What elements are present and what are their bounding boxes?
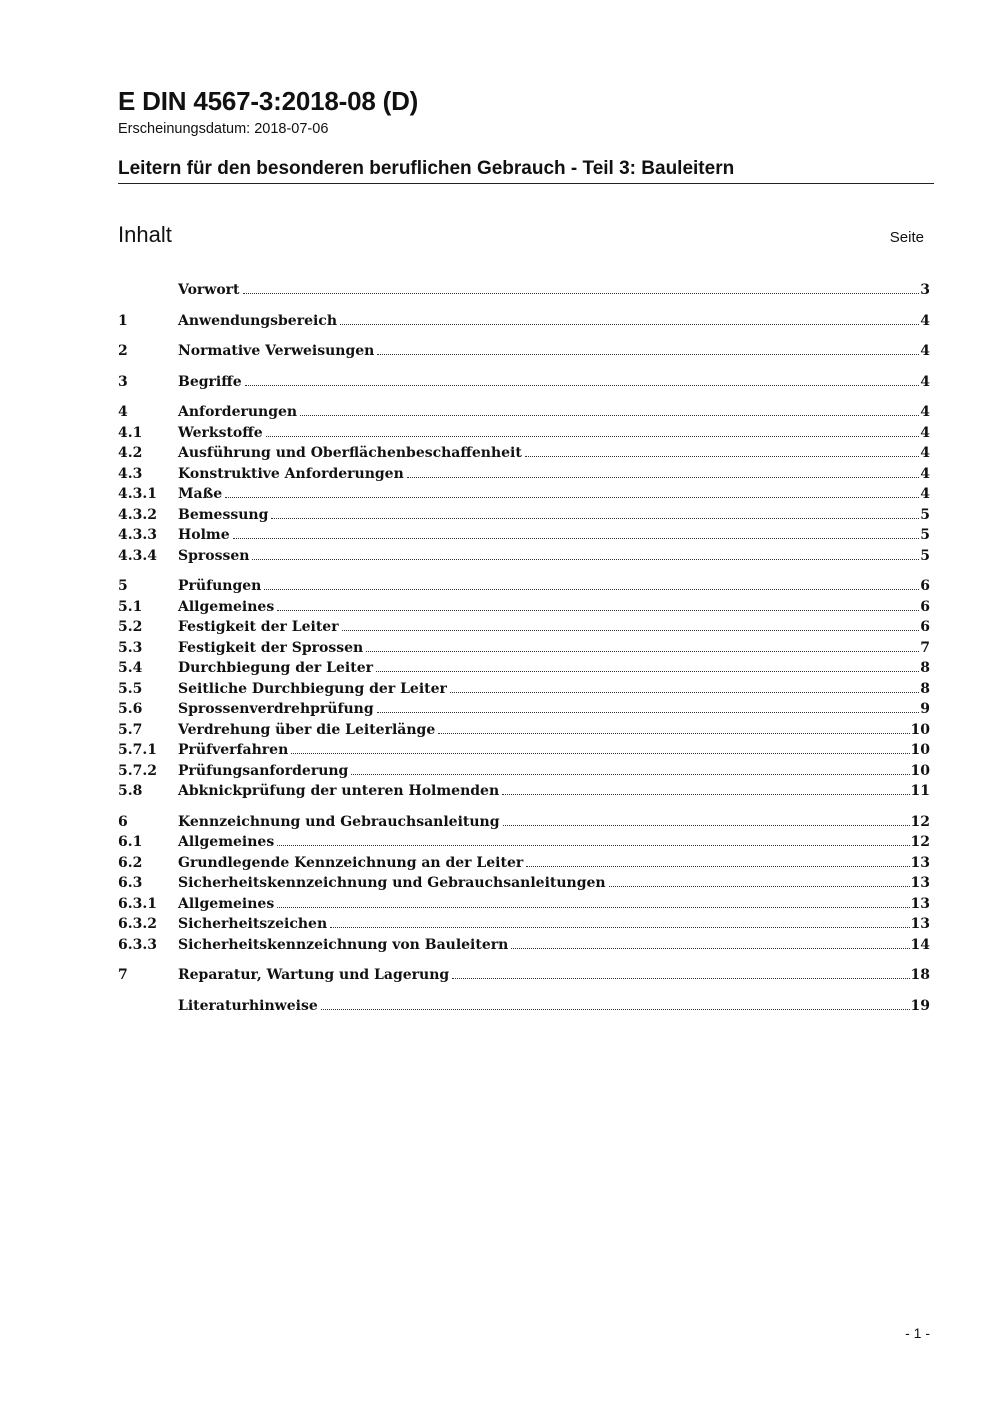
toc-entry-label: Sprossen — [178, 547, 250, 564]
toc-entry[interactable] — [118, 423, 930, 444]
toc-entry[interactable] — [118, 638, 930, 659]
toc-entry-number: 5.7.1 — [118, 742, 157, 758]
toc-entry-label: Abknickprüfung der unteren Holmenden — [178, 783, 500, 799]
toc-entry-label: Normative Verweisungen — [178, 343, 375, 359]
toc-leader-dots — [377, 712, 920, 713]
toc-leader-dots — [264, 589, 919, 590]
toc-entry-page: 7 — [920, 639, 930, 656]
toc-leader-dots — [225, 497, 919, 498]
toc-entry-label: Literaturhinweise — [178, 997, 318, 1014]
toc-entry-page: 14 — [910, 936, 930, 953]
toc-leader-dots — [450, 692, 919, 693]
toc-leader-dots — [351, 774, 909, 775]
toc-entry-number: 5.8 — [118, 783, 143, 799]
toc-entry-page: 5 — [920, 527, 930, 543]
toc-entry-label: Begriffe — [178, 373, 242, 390]
toc-entry-label: Bemessung — [178, 506, 269, 523]
toc-entry-number: 4 — [118, 404, 128, 420]
toc-entry[interactable] — [118, 761, 930, 782]
toc-entry-page: 13 — [910, 875, 930, 891]
toc-entry-page: 3 — [920, 282, 930, 298]
toc-entry-number: 3 — [118, 373, 128, 390]
toc-entry-label: Sprossenverdrehprüfung — [178, 701, 374, 717]
toc-entry[interactable] — [118, 853, 930, 874]
toc-entry-number: 5.7.2 — [118, 762, 157, 779]
toc-entry[interactable] — [118, 914, 930, 935]
toc-entry[interactable] — [118, 935, 930, 956]
toc-entry-label: Holme — [178, 527, 230, 543]
toc-entry-page: 6 — [920, 619, 930, 635]
toc-entry[interactable] — [118, 576, 930, 597]
toc-entry-number: 6.3 — [118, 875, 143, 891]
toc-entry[interactable] — [118, 280, 930, 301]
toc-entry-page: 13 — [910, 895, 930, 912]
document-subtitle: Leitern für den besonderen beruflichen Gebrauch - Teil 3: Bauleitern — [118, 158, 735, 179]
toc-entry-page: 4 — [920, 445, 930, 461]
toc-leader-dots — [245, 385, 920, 386]
toc-entry-page: 12 — [910, 834, 930, 850]
toc-entry-number: 5.2 — [118, 619, 143, 635]
toc-entry[interactable] — [118, 812, 930, 833]
toc-entry[interactable] — [118, 525, 930, 546]
toc-entry-number: 5.1 — [118, 598, 143, 615]
header-divider — [118, 183, 934, 184]
toc-entry-page: 4 — [920, 465, 930, 482]
toc-entry-page: 4 — [920, 312, 930, 329]
toc-entry[interactable] — [118, 443, 930, 464]
toc-entry[interactable] — [118, 740, 930, 761]
toc-entry[interactable] — [118, 617, 930, 638]
toc-entry-number: 4.1 — [118, 424, 143, 441]
toc-entry-page: 11 — [910, 783, 930, 799]
toc-entry-number: 5.3 — [118, 639, 143, 656]
toc-leader-dots — [291, 753, 909, 754]
toc-entry-number: 6.3.1 — [118, 895, 157, 912]
table-of-contents — [118, 280, 930, 1016]
toc-entry[interactable] — [118, 402, 930, 423]
toc-leader-dots — [525, 456, 919, 457]
toc-entry-number: 5 — [118, 578, 128, 594]
toc-leader-dots — [271, 518, 919, 519]
toc-entry-page: 5 — [920, 547, 930, 564]
toc-leader-dots — [376, 671, 919, 672]
toc-entry-label: Festigkeit der Leiter — [178, 619, 339, 635]
toc-entry-label: Allgemeines — [178, 895, 275, 912]
toc-entry-label: Festigkeit der Sprossen — [178, 639, 364, 656]
toc-entry[interactable] — [118, 484, 930, 505]
toc-entry-page: 4 — [920, 373, 930, 390]
toc-entry-page: 4 — [920, 486, 930, 502]
toc-leader-dots — [330, 927, 909, 928]
toc-entry-page: 12 — [910, 813, 930, 830]
toc-entry-page: 4 — [920, 404, 930, 420]
toc-leader-dots — [526, 866, 909, 867]
toc-entry-label: Grundlegende Kennzeichnung an der Leiter — [178, 854, 524, 871]
toc-entry[interactable] — [118, 873, 930, 894]
toc-entry-page: 6 — [920, 598, 930, 615]
toc-leader-dots — [502, 794, 909, 795]
toc-entry-label: Sicherheitskennzeichnung und Gebrauchsanleitungen — [178, 875, 606, 891]
toc-entry-label: Sicherheitskennzeichnung von Bauleitern — [178, 936, 509, 953]
toc-entry-number: 4.2 — [118, 445, 143, 461]
toc-leader-dots — [438, 733, 909, 734]
toc-entry-number: 5.5 — [118, 680, 143, 697]
toc-entry-label: Maße — [178, 486, 223, 502]
toc-leader-dots — [342, 630, 920, 631]
toc-leader-dots — [340, 324, 919, 325]
toc-entry-label: Prüfverfahren — [178, 742, 289, 758]
toc-leader-dots — [277, 907, 909, 908]
toc-entry-number: 5.4 — [118, 660, 143, 676]
toc-leader-dots — [321, 1009, 910, 1010]
toc-entry[interactable] — [118, 720, 930, 741]
toc-entry[interactable] — [118, 372, 930, 393]
toc-entry-number: 6.2 — [118, 854, 143, 871]
toc-entry-number: 4.3.4 — [118, 547, 157, 564]
toc-leader-dots — [252, 559, 919, 560]
toc-entry-number: 7 — [118, 967, 128, 983]
toc-entry-number: 2 — [118, 343, 128, 359]
toc-entry[interactable] — [118, 679, 930, 700]
toc-entry-number: 6.1 — [118, 834, 143, 850]
toc-leader-dots — [277, 845, 909, 846]
toc-entry-number: 5.6 — [118, 701, 143, 717]
toc-entry-page: 13 — [910, 916, 930, 932]
toc-entry-label: Kennzeichnung und Gebrauchsanleitung — [178, 813, 500, 830]
toc-entry-page: 4 — [920, 424, 930, 441]
toc-leader-dots — [452, 978, 909, 979]
toc-entry-label: Durchbiegung der Leiter — [178, 660, 373, 676]
toc-entry[interactable] — [118, 546, 930, 567]
toc-entry-label: Prüfungen — [178, 578, 262, 594]
toc-entry-label: Ausführung und Oberflächenbeschaffenheit — [178, 445, 522, 461]
toc-entry-page: 10 — [910, 762, 930, 779]
toc-leader-dots — [233, 538, 920, 539]
publication-date: Erscheinungsdatum: 2018-07-06 — [118, 121, 329, 137]
toc-entry-label: Anwendungsbereich — [178, 312, 337, 329]
toc-entry-label: Verdrehung über die Leiterlänge — [178, 721, 436, 738]
toc-entry-number: 5.7 — [118, 721, 143, 738]
toc-entry-label: Anforderungen — [178, 404, 298, 420]
toc-entry-page: 5 — [920, 506, 930, 523]
toc-entry-number: 4.3 — [118, 465, 143, 482]
document-title: E DIN 4567-3:2018-08 (D) — [118, 86, 419, 116]
toc-entry[interactable] — [118, 894, 930, 915]
toc-entry[interactable] — [118, 658, 930, 679]
toc-entry-page: 4 — [920, 343, 930, 359]
toc-entry[interactable] — [118, 505, 930, 526]
toc-leader-dots — [243, 293, 920, 294]
toc-leader-dots — [266, 436, 920, 437]
toc-page-column-label: Seite — [889, 229, 924, 246]
toc-entry-label: Prüfungsanforderung — [178, 762, 349, 779]
toc-leader-dots — [609, 886, 910, 887]
toc-entry-label: Allgemeines — [178, 598, 275, 615]
toc-leader-dots — [407, 477, 919, 478]
toc-entry-label: Vorwort — [178, 282, 240, 298]
toc-entry[interactable] — [118, 781, 930, 802]
toc-leader-dots — [377, 354, 919, 355]
toc-entry-label: Reparatur, Wartung und Lagerung — [178, 967, 450, 983]
toc-entry-label: Werkstoffe — [178, 424, 263, 441]
toc-entry-label: Allgemeines — [178, 834, 275, 850]
toc-entry-number: 1 — [118, 312, 128, 329]
toc-entry-page: 8 — [920, 660, 930, 676]
toc-entry-label: Konstruktive Anforderungen — [178, 465, 404, 482]
toc-entry[interactable] — [118, 341, 930, 362]
toc-entry[interactable] — [118, 464, 930, 485]
toc-entry-label: Sicherheitszeichen — [178, 916, 328, 932]
toc-entry[interactable] — [118, 996, 930, 1017]
toc-entry-page: 13 — [910, 854, 930, 871]
toc-entry-number: 6.3.2 — [118, 916, 157, 932]
toc-entry[interactable] — [118, 699, 930, 720]
toc-entry-page: 10 — [910, 721, 930, 738]
toc-entry-page: 18 — [910, 967, 930, 983]
toc-entry-number: 4.3.1 — [118, 486, 157, 502]
toc-leader-dots — [503, 825, 910, 826]
toc-entry[interactable] — [118, 832, 930, 853]
toc-entry-page: 9 — [920, 701, 930, 717]
toc-entry[interactable] — [118, 597, 930, 618]
toc-entry-page: 19 — [910, 997, 930, 1014]
page-number: - 1 - — [905, 1325, 930, 1341]
toc-entry-page: 10 — [910, 742, 930, 758]
toc-entry-page: 6 — [920, 578, 930, 594]
toc-heading: Inhalt — [118, 222, 172, 247]
toc-leader-dots — [366, 651, 919, 652]
toc-entry-number: 4.3.3 — [118, 527, 157, 543]
toc-entry-label: Seitliche Durchbiegung der Leiter — [178, 680, 447, 697]
toc-entry-number: 6.3.3 — [118, 936, 157, 953]
toc-leader-dots — [511, 948, 909, 949]
toc-entry-page: 8 — [920, 680, 930, 697]
toc-entry-number: 6 — [118, 813, 128, 830]
toc-leader-dots — [300, 415, 919, 416]
toc-entry[interactable] — [118, 965, 930, 986]
toc-entry-number: 4.3.2 — [118, 506, 157, 523]
toc-leader-dots — [277, 610, 919, 611]
toc-entry[interactable] — [118, 311, 930, 332]
